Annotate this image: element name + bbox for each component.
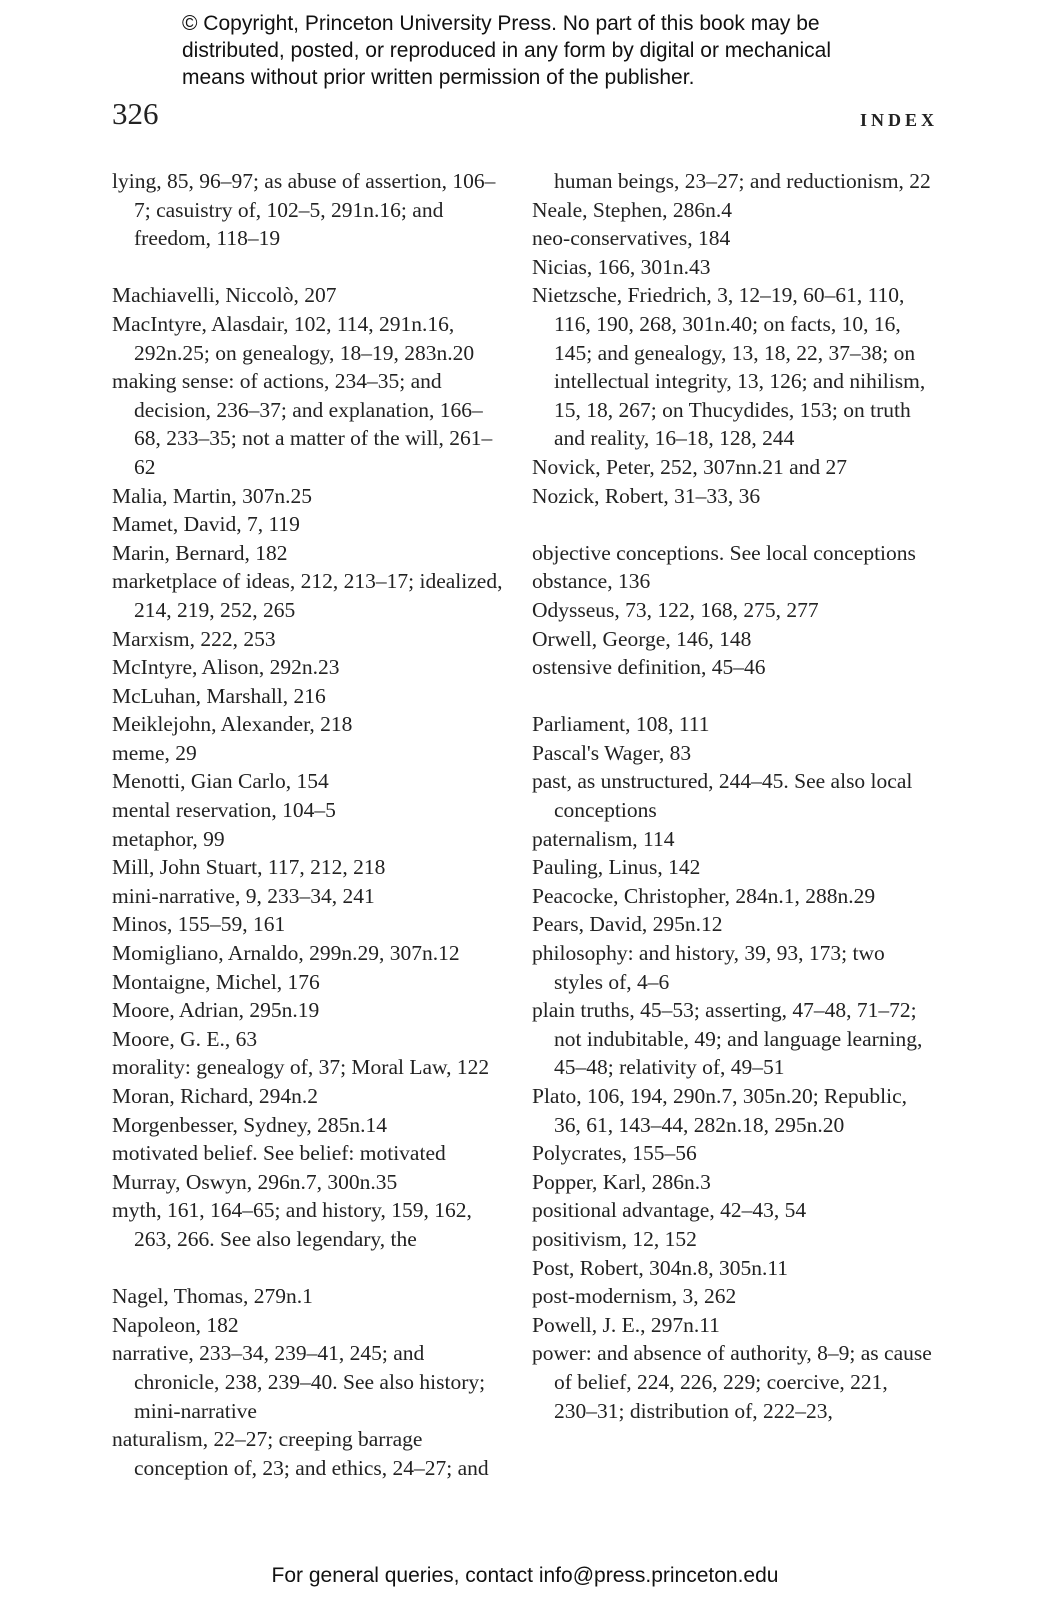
index-entry: Mill, John Stuart, 117, 212, 218 <box>112 855 386 880</box>
running-head: INDEX <box>859 110 938 130</box>
index-entry: Minos, 155–59, 161 <box>112 912 286 937</box>
index-entry: Moran, Richard, 294n.2 <box>112 1084 319 1108</box>
index-entry: morality: genealogy of, 37; Moral Law, 122 <box>112 1055 490 1080</box>
index-entry: meme, 29 <box>112 740 197 765</box>
index-entry: Mamet, David, 7, 119 <box>112 512 300 537</box>
index-entry: Menotti, Gian Carlo, 154 <box>112 769 329 794</box>
index-entry: Moore, G. E., 63 <box>112 1026 258 1051</box>
copyright-notice <box>182 10 982 91</box>
index-entry: Morgenbesser, Sydney, 285n.14 <box>112 1112 388 1137</box>
index-entry: neo-conservatives, 184 <box>532 226 731 251</box>
copyright-line: distributed, posted, or reproduced in any form by digital or mechanical <box>182 39 832 62</box>
copyright-line: means without prior written permission of the publisher. <box>182 66 695 89</box>
index-letter-gap <box>532 510 932 539</box>
index-entry: metaphor, 99 <box>112 826 225 851</box>
index-entry: Orwell, George, 146, 148 <box>532 626 752 651</box>
index-entry: Machiavelli, Niccolò, 207 <box>112 283 337 308</box>
index-entry: Moore, Adrian, 295n.19 <box>112 998 320 1023</box>
index-letter-gap <box>112 253 504 282</box>
index-entry: Polycrates, 155–56 <box>532 1141 697 1166</box>
index-entry: motivated belief. See belief: motivated <box>112 1141 446 1166</box>
index-entry: mental reservation, 104–5 <box>112 798 336 823</box>
index-entry: naturalism, 22–27; creeping barrage conception of, 23; and ethics, 24–27; and <box>112 1427 489 1480</box>
index-entry: past, as unstructured, 244–45. See also local conceptions <box>532 769 913 823</box>
index-entry: Novick, Peter, 252, 307nn.21 and 27 <box>532 454 848 479</box>
index-entry: paternalism, 114 <box>532 826 675 851</box>
page-number: 326 <box>112 96 159 131</box>
index-entry: lying, 85, 96–97; as abuse of assertion, 106–7; casuistry of, 102–5, 291n.16; and freedom, 118–19 <box>112 169 496 251</box>
index-entry: philosophy: and history, 39, 93, 173; two styles of, 4–6 <box>532 941 885 994</box>
index-entry: post-modernism, 3, 262 <box>532 1284 737 1309</box>
index-letter-gap <box>532 682 932 711</box>
index-entry: Momigliano, Arnaldo, 299n.29, 307n.12 <box>112 941 460 966</box>
index-column-right <box>532 167 932 1425</box>
index-entry: Murray, Oswyn, 296n.7, 300n.35 <box>112 1169 398 1194</box>
index-entry: Marxism, 222, 253 <box>112 626 276 651</box>
index-entry: obstance, 136 <box>532 569 651 594</box>
index-entry: Meiklejohn, Alexander, 218 <box>112 712 353 737</box>
index-entry: myth, 161, 164–65; and history, 159, 162, 263, 266. See also legendary, the <box>112 1198 472 1251</box>
footer-contact: For general queries, contact info@press.princeton.edu <box>271 1564 779 1587</box>
index-entry: positivism, 12, 152 <box>532 1226 697 1251</box>
index-entry: McIntyre, Alison, 292n.23 <box>112 655 340 680</box>
index-entry: Montaigne, Michel, 176 <box>112 969 320 994</box>
copyright-line: © Copyright, Princeton University Press. No part of this book may be <box>182 12 820 35</box>
index-entry: ostensive definition, 45–46 <box>532 655 766 680</box>
index-entry: Parliament, 108, 111 <box>532 712 710 737</box>
index-entry: narrative, 233–34, 239–41, 245; and chronicle, 238, 239–40. See also history; mini-narrative <box>112 1341 486 1423</box>
index-entry: Pascal's Wager, 83 <box>532 740 692 765</box>
index-entry: Plato, 106, 194, 290n.7, 305n.20; Republic, 36, 61, 143–44, 282n.18, 295n.20 <box>532 1084 908 1137</box>
index-entry: Nagel, Thomas, 279n.1 <box>112 1284 313 1309</box>
index-entry: marketplace of ideas, 212, 213–17; idealized, 214, 219, 252, 265 <box>112 569 503 622</box>
index-entry: Popper, Karl, 286n.3 <box>532 1169 711 1194</box>
index-entry: Neale, Stephen, 286n.4 <box>532 197 733 222</box>
index-entry: Marin, Bernard, 182 <box>112 540 288 565</box>
index-entry: Napoleon, 182 <box>112 1312 239 1337</box>
index-entry: Malia, Martin, 307n.25 <box>112 483 313 508</box>
index-entry: making sense: of actions, 234–35; and decision, 236–37; and explanation, 166–68, 233–35; not a matter of the will, 261–62 <box>112 369 493 479</box>
index-entry: power: and absence of authority, 8–9; as cause of belief, 224, 226, 229; coercive, 221, 230–31; distribution of, 222–23, <box>532 1341 932 1423</box>
index-entry: MacIntyre, Alasdair, 102, 114, 291n.16, 292n.25; on genealogy, 18–19, 283n.20 <box>112 311 475 365</box>
index-entry: Nozick, Robert, 31–33, 36 <box>532 483 761 508</box>
index-entry: Pears, David, 295n.12 <box>532 912 723 937</box>
index-entry: Powell, J. E., 297n.11 <box>532 1312 720 1337</box>
index-entry: Peacocke, Christopher, 284n.1, 288n.29 <box>532 883 876 908</box>
index-entry: Pauling, Linus, 142 <box>532 855 701 880</box>
index-entry: positional advantage, 42–43, 54 <box>532 1198 807 1223</box>
index-entry: Odysseus, 73, 122, 168, 275, 277 <box>532 597 819 622</box>
index-letter-gap <box>112 1254 504 1283</box>
index-entry: McLuhan, Marshall, 216 <box>112 683 326 708</box>
index-entry: objective conceptions. See local conceptions <box>532 540 916 565</box>
index-entry: Nietzsche, Friedrich, 3, 12–19, 60–61, 110, 116, 190, 268, 301n.40; on facts, 10, 16, 145; and genealogy, 13, 18, 22, 37–38; on intellectual integrity, 13, 126; and nihilism, 15, 18, 267; on Thucydides, 153; on truth and reality, 16–18, 128, 244 <box>532 283 926 451</box>
index-entry: mini-narrative, 9, 233–34, 241 <box>112 883 375 908</box>
index-entry: human beings, 23–27; and reductionism, 22 <box>554 169 931 193</box>
index-entry: Nicias, 166, 301n.43 <box>532 254 711 279</box>
index-entry: Post, Robert, 304n.8, 305n.11 <box>532 1255 789 1280</box>
index-entry: plain truths, 45–53; asserting, 47–48, 71–72; not indubitable, 49; and language learning, 45–48; relativity of, 49–51 <box>532 998 923 1080</box>
index-column-left <box>112 167 504 1482</box>
